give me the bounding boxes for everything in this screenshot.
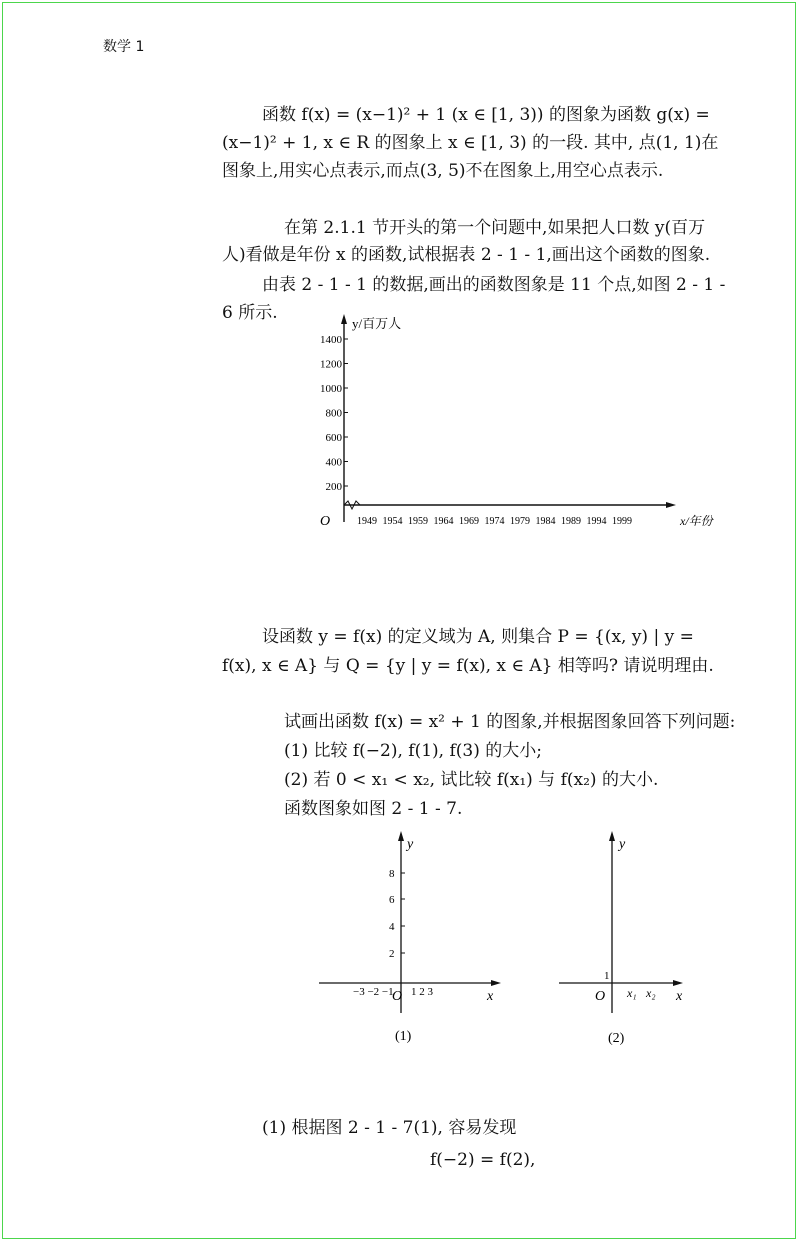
fig6-xtick-label: 1989: [561, 516, 581, 527]
para4-line4: 函数图象如图 2 - 1 - 7.: [284, 799, 463, 819]
fig6-ytick-label: 600: [325, 432, 342, 444]
fig7a-y-label: y: [407, 837, 414, 852]
fig6-x-arrow: [666, 502, 676, 508]
fig7b-x2: x₂: [646, 986, 656, 1000]
fig6-xtick-label: 1949: [357, 516, 377, 527]
fig7b-one: 1: [604, 970, 610, 982]
para3-line1: 设函数 y = f(x) 的定义域为 A, 则集合 P = {(x, y) | y =: [262, 627, 694, 647]
fig6-ytick-label: 200: [325, 481, 342, 493]
para2-line4: 6 所示.: [222, 303, 278, 323]
para1-line3: 图象上,用实心点表示,而点(3, 5)不在图象上,用空心点表示.: [222, 161, 664, 181]
fig7a-ylabel-6: 6: [389, 894, 395, 906]
fig7a-origin: O: [392, 989, 403, 1004]
para2-line1: 在第 2.1.1 节开头的第一个问题中,如果把人口数 y(百万: [284, 218, 706, 238]
fig7b-origin: O: [595, 989, 606, 1004]
page-frame: [2, 2, 796, 1239]
page-header: 数学 1: [103, 39, 145, 55]
para4-line3: (2) 若 0 < x₁ < x₂, 试比较 f(x₁) 与 f(x₂) 的大小.: [284, 770, 659, 790]
fig7a-x-label: x: [487, 989, 494, 1004]
fig6-xtick-label: 1974: [484, 516, 505, 527]
para4-line2: (1) 比较 f(−2), f(1), f(3) 的大小;: [284, 741, 542, 761]
fig6-xtick-label: 1969: [459, 516, 479, 527]
para4-line1: 试画出函数 f(x) = x² + 1 的图象,并根据图象回答下列问题:: [284, 712, 736, 732]
fig7b-caption: (2): [608, 1031, 625, 1046]
para5-line1: (1) 根据图 2 - 1 - 7(1), 容易发现: [262, 1118, 517, 1138]
fig6-xtick-label: 1979: [510, 516, 530, 527]
fig6-xtick-label: 1999: [612, 516, 632, 527]
fig7b-x1: x₁: [627, 986, 637, 1000]
fig7a-pos-ticks: 1 2 3: [411, 986, 433, 998]
figure-2-1-7-2: [555, 828, 695, 1053]
fig7b-x-label: x: [676, 989, 683, 1004]
figure-2-1-6: [300, 312, 720, 537]
para1-line2: (x−1)² + 1, x ∈ R 的图象上 x ∈ [1, 3) 的一段. 其中, 点(1, 1)在: [222, 133, 719, 153]
fig7a-neg-ticks: −3 −2 −1: [353, 986, 394, 998]
fig7a-ylabel-4: 4: [389, 921, 395, 933]
fig6-xtick-label: 1954: [382, 516, 403, 527]
fig7a-x-arrow: [491, 980, 501, 986]
fig6-xtick-label: 1959: [408, 516, 428, 527]
para2-line2: 人)看做是年份 x 的函数,试根据表 2 - 1 - 1,画出这个函数的图象.: [222, 245, 711, 265]
fig6-y-label: y/百万人: [352, 316, 402, 331]
fig7b-x-arrow: [673, 980, 683, 986]
fig6-xtick-label: 1994: [586, 516, 607, 527]
fig7a-y-arrow: [398, 831, 404, 841]
fig6-x-label: x/年份: [680, 514, 713, 528]
fig6-y-arrow: [341, 314, 347, 324]
fig6-xtick-label: 1984: [535, 516, 556, 527]
fig6-xtick-label: 1964: [433, 516, 454, 527]
para3-line2: f(x), x ∈ A} 与 Q = {y | y = f(x), x ∈ A} 相等吗? 请说明理由.: [222, 656, 714, 676]
fig6-ytick-label: 1400: [320, 334, 342, 346]
fig7b-y-arrow: [609, 831, 615, 841]
para5-line2: f(−2) = f(2),: [430, 1150, 536, 1170]
fig6-ytick-label: 800: [325, 407, 342, 420]
fig7a-ylabel-8: 8: [389, 868, 395, 880]
fig6-origin: O: [320, 514, 331, 529]
fig6-ytick-label: 400: [325, 456, 342, 469]
fig7a-caption: (1): [395, 1029, 412, 1044]
fig6-ytick-label: 1200: [320, 358, 342, 371]
para2-line3: 由表 2 - 1 - 1 的数据,画出的函数图象是 11 个点,如图 2 - 1 -: [262, 275, 726, 295]
fig7b-y-label: y: [619, 837, 626, 852]
figure-2-1-7-1: [315, 828, 505, 1053]
fig6-ytick-label: 1000: [320, 383, 342, 395]
fig7a-ylabel-2: 2: [389, 948, 395, 960]
para1-line1: 函数 f(x) = (x−1)² + 1 (x ∈ [1, 3)) 的图象为函数 g(x) =: [262, 105, 710, 125]
